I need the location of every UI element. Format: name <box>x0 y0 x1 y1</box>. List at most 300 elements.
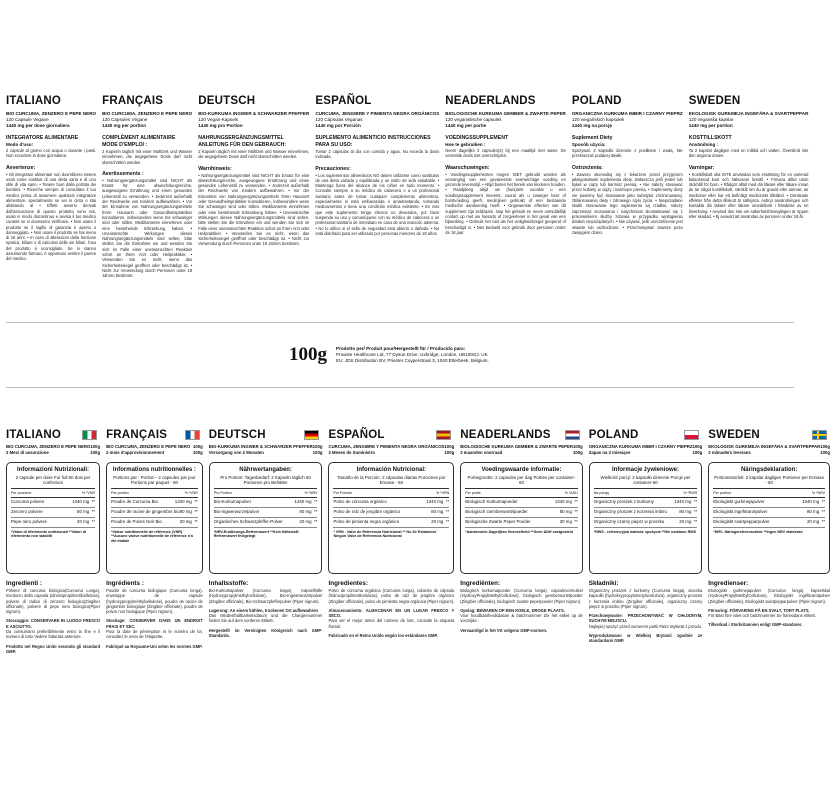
supplement-heading: Suplement Diety <box>571 135 613 141</box>
supply-line <box>106 450 203 456</box>
table-row <box>111 508 198 518</box>
ingredient-values <box>431 509 449 515</box>
product-weight: 100g <box>90 444 101 449</box>
ingredient-values <box>295 499 318 505</box>
table-row <box>333 508 449 518</box>
language-heading: NEADERLANDS <box>445 95 536 107</box>
col-nrv: % *RWS <box>683 490 698 495</box>
nrv-value: ** <box>693 519 698 525</box>
daily-dose: 1440 mg per dose giornaliera <box>6 123 70 128</box>
nutrition-table <box>708 462 830 574</box>
language-heading: ESPAÑOL <box>315 95 372 107</box>
col-nrv: % *NRV <box>304 490 318 495</box>
usage-text: 2 capsule al giorno con acqua o durante i pasti. Non eccedere la dose giornaliera. <box>6 148 97 159</box>
nutrition-table <box>209 462 323 574</box>
language-heading: FRANÇAIS <box>106 429 168 441</box>
serving-info: 2 capsule per dose For full 60 dosi per confezioni <box>11 475 95 489</box>
nrv-value: ** <box>314 519 318 525</box>
ingredients-text: Polvere di curcuma biologica(Curcuma Longa), Involucro della capsula (idrossipropilmetilcellulosa), polvere di radice di zenzero biologico(Zingiber officinale), polvere di pepe nero biologico(Piper nigrum). <box>6 588 101 615</box>
capsule-count: 120 veganistische capsules <box>445 117 502 122</box>
storage-text: Almacenamiento: ALMACENAR EN UN LUGAR FRESCO Y SECO. <box>328 607 455 619</box>
instruction-column <box>572 94 683 322</box>
table-row <box>214 498 318 508</box>
product-name: BIO CURCUMA, ZENZERO E PEPE NERO <box>6 111 97 116</box>
amount: 80 mg <box>299 509 312 515</box>
product-name: ORGANICZNA KURKUMA IMBIR I CZARNY PIEPRZ <box>588 444 693 449</box>
best-before-text: Da consumarsi preferibilmente entro la fine e il numero di lotto Vedere fatturata anteriore. <box>6 629 101 640</box>
nrv-value: ** <box>693 509 698 515</box>
col-nrv: % *VNR <box>81 490 96 495</box>
ingredient-name: Zenzero polvere <box>11 509 43 515</box>
serving-info: Portions par : Portion - 2 capsules par jour Portions par paquet - 60 <box>111 475 198 489</box>
best-before-text: Pour la date de péremption et le numéro de lot, consultez le recto de l'étiquette. <box>106 629 203 640</box>
amount: 20 mg <box>806 519 820 525</box>
nrv-value: ** <box>91 499 96 505</box>
nutrition-table <box>6 462 100 574</box>
daily-dose: 1440 mg pro Portion <box>198 123 243 128</box>
ingredient-name: Polvo de raíz de jengibre orgánico <box>333 509 401 515</box>
table-header <box>713 491 825 498</box>
amount: 1340 mg <box>174 499 192 505</box>
table-row <box>465 508 578 518</box>
product-name: EKOLOGISK GURKMEJA INGEFÄRA & SVARTPEPPAR <box>708 444 821 449</box>
best-before-text: För Bäst före istiet och batchnummer Se framsidans etikett. <box>708 613 816 619</box>
product-name: BIOLOGISCHE KURKUMA GEMBER & ZWARTE PEPER <box>460 444 573 449</box>
table-header <box>333 491 449 498</box>
supplement-heading: COMPLÉMENT ALIMENTAIRE MODE D'EMPLOI : <box>102 135 176 148</box>
nrv-value: ** <box>445 499 450 505</box>
col-per-serving: Per portie <box>465 490 481 495</box>
deutsch-flag-icon <box>304 430 319 440</box>
ingredient-values <box>72 499 95 505</box>
manufacturer-line: Prowise Healthcare Ltd, 77 Dyson Drive, Uxbridge, London, UB100GJ. UK <box>336 351 488 357</box>
italiano-flag-icon <box>82 430 97 440</box>
ingredients-text: Poudre de curcuma biologique (Curcuma longa), enveloppe de capsule (hydroxypropylméthylcellulose), poudre de racine de gingembre biologique (Zingiber officinale), poudre de poivre noir biologique (Piper nigrum). <box>106 588 203 615</box>
product-weight: 100g <box>572 444 583 449</box>
ingredients-title: Ingredientes: <box>328 580 369 587</box>
ingredient-values <box>299 519 317 525</box>
serving-info: Tamaño de la Porción: 2 cápsulas diarias Porciones por Envase - 60 <box>333 475 449 489</box>
language-heading: DEUTSCH <box>198 95 256 107</box>
ingredient-name: Biologisch Gemberwortelpoeder <box>465 509 528 515</box>
product-name: BIO CURCUMA, ZENZERO E PEPE NERO <box>6 444 91 449</box>
best-before-text: Para ver el mejor antes del número de lote, consulte la etiqueta frontal. <box>328 618 455 629</box>
usage-title: Sposób użycia: <box>571 142 606 147</box>
capsule-count: 120 Vegan-Kapseln <box>198 117 239 122</box>
col-nrv: % *NRV <box>811 490 826 495</box>
amount: 1340 mg <box>674 499 692 505</box>
instruction-column <box>6 94 96 322</box>
ingredient-values <box>180 519 198 525</box>
ingredient-name: Organiczny proszek z korzenia imbiru <box>593 509 667 515</box>
capsule-count: 120 Cápsulas Veganas <box>315 117 363 122</box>
col-per-serving: Per portion <box>713 490 731 495</box>
product-name: BIO-KURKUMA INGWER & SCHWARZER PFEFFER <box>198 111 310 116</box>
manufacturing-text: Fabriqué au Royaume-Uni selon les normes GMP. <box>106 643 203 649</box>
table-header <box>594 491 697 498</box>
product-weight: 100g <box>192 444 203 449</box>
product-weight: 100g <box>444 444 455 449</box>
manufacturer-line: EU: JDS Distribution BV, Priester Cuyperstraat 3, 1040 Etterbeek, Belgium. <box>336 358 489 364</box>
ingredient-values <box>431 519 449 525</box>
supplement-heading: SUPLEMENTO ALIMENTICIO INSTRUCCIONES PARA SU USO: <box>315 135 431 148</box>
ingredient-name: Polvo de cúrcuma orgánico <box>333 499 387 505</box>
product-name: BIO-KURKUMA INGWER & SCHWARZER PFEFFER <box>208 444 313 449</box>
amount: 1340 mg <box>802 499 820 505</box>
ingredients-text: Biologisch kurkumapoeder (Curcuma longa), capsulevormulsel (HydroxyPropylMethylCellulose), biologisch gemberwortelpoeder (Zingiber officinale), biologisch zwarte peperpoeder (Piper nigrum). <box>460 588 583 604</box>
daily-dose: 1440 mg per portion <box>102 123 147 128</box>
instructions-panel <box>6 94 809 322</box>
product-weight: 100g <box>692 444 703 449</box>
product-name: CURCUMA, JENGIBRE Y PIMIENTA NEGRA ORGÁNICOS <box>315 111 440 116</box>
table-row <box>333 518 449 528</box>
supply-weight: 100g <box>444 450 455 455</box>
supply-line <box>589 450 702 456</box>
serving-info: Pro Portion: Tagesbedarf: 2 Kapseln täglich 60 Portionen pro Behälter <box>214 475 318 489</box>
language-heading: POLAND <box>588 429 639 441</box>
supply-duration: Versorgung von 2 Monaten <box>208 450 264 455</box>
ingredient-name: Bio-Ingwerwurzelpulver <box>213 509 260 515</box>
ingredients-text: Ekologiskt gurkmejapulver (Curcuma longa), kapselskal (HydroxyPropylMethylCellulose), Ekologiskt ingefärarotpulver (Zingiber officinale), Ekologiskt svartpepparpulver (Piper nigrum). <box>708 588 830 604</box>
nutrition-column <box>589 426 702 796</box>
ingredient-name: Poudre de Poivre Noir Bio <box>111 519 162 525</box>
table-row <box>713 518 825 528</box>
table-header <box>111 491 198 498</box>
language-heading: FRANÇAIS <box>102 95 164 107</box>
usage-title: Användning : <box>688 142 719 147</box>
storage-text: Stockage: CONSERVER DANS UN ENDROIT FRAIS ET SEC. <box>106 618 203 629</box>
warnings-text: • Los suplementos alimenticios NO deben utilizarse como sustitutos de una dieta variada y equilibrada y un estilo de vida saludable. • Mantenga fuera del alcance de los niños en todo momento. • Consulte siempre a su médico de cabecera o a un profesional sanitario antes de tomar cualquier complemento alimenticio, especialmente si está embarazada o amamantando, tomando medicamentos o tiene una condición médica existente. • Es raro que este suplemento tenga efectos no deseados, por favor suspenda su uso y comuníquese con su médico de cabecera o un profesional sanitario de inmediato en caso de una reacción adversa. • No lo utilice si el sello de seguridad está abierto o dañado. • No está diseñado para ser utilizado por personas menores de 18 años. <box>315 172 440 236</box>
supply-weight: 100g <box>820 450 830 455</box>
usage-title: Modo d'uso: <box>6 142 34 147</box>
ingredient-values <box>679 509 697 515</box>
warnings-title: Precauciones: <box>315 165 351 172</box>
supplement-heading: INTEGRATORE ALIMENTARE <box>6 135 79 141</box>
ingredient-values <box>175 499 198 505</box>
ingredient-name: Biologisch Kurkumapoeder <box>465 499 518 505</box>
manufacturer-line: Prodotto per/ Produit pour/Hergestellt für / Producido para: <box>336 345 466 351</box>
table-footnote: *Aanbevolen Dagelijkse Hoeveelheid **Geen ADH vastgesteld <box>465 529 573 534</box>
table-row <box>594 508 697 518</box>
language-heading: POLAND <box>571 95 622 107</box>
language-header <box>460 426 583 444</box>
ingredient-values <box>180 509 198 515</box>
amount: 80 mg <box>806 509 820 515</box>
supply-duration: 2 månaders leverans <box>708 450 751 455</box>
nutrition-table <box>328 462 454 574</box>
manufacturing-text: Hergestellt im Vereinigten Königreich nach GMP-Standards. <box>208 627 323 639</box>
ingredient-name: Curcuma polvere <box>11 499 45 505</box>
best-before-text: Voor houdbaarheidsdatum & batchnummer Zie het etiket op de voorzijde. <box>460 613 583 624</box>
language-heading: SWEDEN <box>688 95 741 107</box>
table-row <box>214 508 318 518</box>
table-footnote: *NRV-Ernährungs-Referenzwert **Kein Nährstoff-Referenzwert festgelegt <box>213 529 300 539</box>
daily-dose: 1440 mg per portion <box>688 123 733 128</box>
manufacturer-band <box>6 322 794 388</box>
nrv-value: ** <box>574 509 578 515</box>
storage-text: Przechowywanie: PRZECHOWYWAĆ W CHŁODNYM, SUCHYM MIEJSCU. <box>588 613 703 624</box>
col-per-serving: Por Porción <box>333 490 353 495</box>
amount: 80 mg <box>559 509 572 515</box>
table-footnote: *RWS - referencyjna wartość spożycia **Nie ustalono RWS <box>593 529 697 534</box>
amount: 20 mg <box>431 519 444 525</box>
nrv-value: ** <box>314 499 318 505</box>
usage-text: Spożywać 2 kapsułki dziennie z posiłkiem i wodą. Nie przekraczać podanej dawki. <box>571 148 683 159</box>
instruction-column <box>315 94 439 322</box>
warnings-text: • Kosttillskott ska INTE användas som ersättning för en varierad balanserad kost och hälsosam livsstil. • Förvara alltid utom räckhåll för barn. • Rådgör alltid med din läkare eller läkare innan du tar något kosttillskott, särskilt om du är gravid eller ammar, tar mediciner eller har ett befintligt medicinskt tillstånd. • Oönskade effekter från detta tillskott är sällsynta. Avbryt användningen och kontakta din läkare eller läkare omedelbart i händelse av en biverkning. • Använd den inte om säkerhetsförseglingen är öppen eller skadad. • Ej avsedd att användas av personer under 18 år. <box>688 171 809 219</box>
usage-text: Ta 2 kapslar dagligen med en måltid och vatten. Överskrid inte den angivna dosen. <box>688 148 809 159</box>
nrv-value: ** <box>91 509 96 515</box>
best-before-text: Das Mindesthaltbarkeitsdatum und die Chargennummer finden Sie auf dem vorderen Etikett. <box>208 613 323 624</box>
language-heading: NEADERLANDS <box>460 429 551 441</box>
amount: 1340 mg <box>426 499 444 505</box>
ingredients-title: Składniki: <box>588 580 619 587</box>
ingredient-name: Ekologiskt ingefärarotpulver <box>713 509 768 515</box>
sweden-flag-icon <box>812 430 827 440</box>
ingredients-title: Ingrédients : <box>106 580 144 587</box>
amount: 80 mg <box>77 509 90 515</box>
language-heading: ITALIANO <box>6 429 62 441</box>
col-per-serving: Pro Portion <box>213 490 232 495</box>
amount: 80 mg <box>679 509 692 515</box>
warnings-text: • Nahrungsergänzungsmittel sind NICHT als Ersatz für eine abwechslungsreiche, ausgewogene Ernährung und einen gesunden Lebensstil zu verwenden. • Jederzeit außerhalb der Reichweite von Kindern aufbewahren. • Vor der Einnahme von Nahrungsergänzungsmitteln Ihren Hausarzt oder Gesundheitspraktiker konsultieren, insbesondere wenn Sie schwanger sind oder stillen. Medikamente einnehmen oder eine bestehende Erkrankung haben. • Unerwünschte Wirkungen dieses Nahrungsergänzungsmittels sind selten, bitte stellen Sie die Einnahme ein und wenden Sie sich im Falle einer unerwünschten Reaktion sofort an Ihren Arzt oder Heilpraktiker. • Verwenden Sie es nicht, wenn das Sicherheitssiegel geöffnet oder beschädigt ist. • Nicht zur Verwendung durch Personen unter 18 Jahren bestimmt. <box>102 177 193 279</box>
nrv-value: ** <box>574 499 578 505</box>
product-name: BIO CURCUMA, ZENZERO E PEPE NERO <box>106 444 191 449</box>
manufacturing-text: Prodotto nel Regno Unito secondo gli standard GMP. <box>6 643 101 654</box>
ingredient-values <box>807 519 825 525</box>
table-row <box>11 508 95 518</box>
amount: 20 mg <box>179 519 192 525</box>
supplement-heading: NAHRUNGSERGÄNZUNGSMITTEL ANLEITUNG FÜR DEN GEBRAUCH: <box>198 135 287 148</box>
product-name: BIO CURCUMA, ZENZERO E PEPE NERO <box>102 111 193 116</box>
ingredients-title: Ingredienti : <box>6 580 43 587</box>
language-header <box>708 426 830 444</box>
capsule-count: 120 wegańskich kapsułek <box>571 117 625 122</box>
nutrition-column <box>708 426 830 796</box>
capsule-count: 120 Capsule Vegane <box>6 117 49 122</box>
storage-text: Lagerung: An einem kühlen, trockenen Ort aufbewahren <box>208 607 319 613</box>
nrv-value: ** <box>821 509 826 515</box>
ingredient-values <box>807 509 825 515</box>
ingredient-values <box>802 499 825 505</box>
nutrition-column <box>106 426 203 796</box>
language-header <box>209 426 323 444</box>
nutrition-panel <box>6 426 830 796</box>
ingredient-name: Polvo de pimienta negra orgánica <box>333 519 399 525</box>
warnings-title: Varningar: <box>688 164 715 171</box>
manufacturing-text: Vervaardigd in het VK volgens GMP-normen. <box>460 627 548 633</box>
nrv-value: ** <box>91 519 96 525</box>
capsule-count: 120 Capsules Végane <box>102 117 148 122</box>
warnings-text: • Gli integratori alimentari non dovrebbero essere usati come sostituti di una dieta varia e di uno stile di vita sano. • Tenere fuori dalla portata dei bambini. • Ricerche sempre di consultare il tuo medico prima di assumere qualsiasi integratore alimentare, specialmente se sei in cinta o stai allattando al • Effetti avversi derivati dall'assunzione di questo prodotto sono rari, usalo in modo discontinuo e avvisa il tuo medico curante se si dovessero verificare. • Non usare il prodotto se il sigillo di garanzia è aperto o danneggiato. • Non usare il prodotto se hai meno di 18 anni. • In caso di alterazioni della funzione epatica, biliare o di calcolosi delle vie biliari, l'uso del prodotto è sconsigliato. Se si stanno assumendo farmaci, è opportuno sentire il parere del medico. <box>6 171 97 262</box>
nutrition-column <box>328 426 454 796</box>
table-row <box>465 498 578 508</box>
ingredient-name: Biologische Zwarte Peper Poeder <box>465 519 531 525</box>
supply-line <box>209 450 323 456</box>
storage-text: Stoccaggio: CONSERVARE IN LUOGO FRESCO E ASCIUTTO. <box>6 618 101 629</box>
ingredient-values <box>560 519 578 525</box>
nrv-value: ** <box>821 499 826 505</box>
amount: 80 mg <box>431 509 444 515</box>
usage-text: 2 Kapseln täglich mit einer Mahlzeit und Wasser einnehmen, die angegebene Dosis darf nicht überschritten werden. <box>102 149 193 165</box>
usage-text: Neem dagelijks 2 capsules(2) bij een maaltijd met water. De vermelde dosis niet overschrijden. <box>445 148 566 159</box>
table-footnote: *Valori di riferimento nutrizionali **Valori di riferimento non stabiliti <box>11 529 86 539</box>
supplement-heading: VOEDINGSSUPPLEMENT <box>445 135 509 141</box>
nrv-value: ** <box>445 519 450 525</box>
product-weight: 100g <box>820 444 830 449</box>
ingredient-name: Organisches Schwarzpfeffer-Pulver <box>213 519 283 525</box>
nutrition-title: Näringsdeklaration: <box>740 467 798 473</box>
warnings-text: • Voedingssupplementen mogen NIET gebruikt worden als vervanging van een gevarieerde evenwichtige voeding en gezonde levensstijl. • Altijd buiten het bereik van kinderen houden. • Raadpleeg altijd uw (huis)arts voordat u een voedingssupplement inneemt, vooral als u zwanger bent of borstvoeding geeft, medicijnen gebruikt of een bestaande medische aandoening heeft. • Ongewenste effecten van dit supplement zijn zeldzaam, stop het gebruik en neem onmiddellijk contact op met uw huisarts of zorgverlener in het geval van een bijwerking. • Gebruik het niet als het veiligheidszegel geopend of beschadigd is. • Niet bedoeld voor gebruik door personen onder de 18 jaar. <box>445 171 566 235</box>
ingredient-values <box>679 519 697 525</box>
best-before-text: Najlepiej spożyć przed numerem partii Patrz etykieta z przodu. <box>588 623 703 629</box>
table-header <box>214 491 318 498</box>
nutrition-column <box>460 426 583 796</box>
table-row <box>465 518 578 528</box>
supply-duration: 2 mois d'approvisionnement <box>106 450 165 455</box>
product-name: EKOLOGISK GURKMEJA INGEFÄRA & SVARTPEPPAR <box>688 111 809 116</box>
ingredients-text: Bio-Kurkumapulver (Curcuma longa), Kapselhülle (Hydroxypropylmethylcellulose), Bio-Ingwerwurzelpulver (Zingiber officinale), Bio-Schwarzpfefferpulver (Piper nigrum). <box>208 588 323 604</box>
nutrition-title: Información Nutricional: <box>356 467 427 473</box>
col-per-serving: Par portion <box>111 490 129 495</box>
daily-dose: 1440 mg per portie <box>445 123 487 128</box>
español-flag-icon <box>436 430 451 440</box>
warnings-title: Ostrzeżenia: <box>571 164 603 171</box>
supply-line <box>460 450 583 456</box>
table-footnote: *NRV- Näringsreferensvärde **Ingen NRV etablerad <box>713 529 803 534</box>
net-weight: 100g <box>289 344 327 365</box>
nrv-value: ** <box>194 509 198 515</box>
table-row <box>594 518 697 528</box>
table-row <box>214 518 318 528</box>
supply-duration: 2 maanden voorraad <box>460 450 503 455</box>
amount: 1340 mg <box>294 499 312 505</box>
table-row <box>11 498 95 508</box>
ingredient-name: Bio-Kurkumapulver <box>213 499 252 505</box>
product-weight: 100g <box>312 444 323 449</box>
supply-line <box>6 450 100 456</box>
language-heading: DEUTSCH <box>208 429 266 441</box>
ingredient-values <box>299 509 317 515</box>
nutrition-title: Nährwertangaben: <box>239 467 292 473</box>
amount: 20 mg <box>679 519 692 525</box>
amount: 80 mg <box>179 509 192 515</box>
manufacturing-text: Fabricado en el Reino Unido según los estándares GMP. <box>328 633 438 639</box>
instruction-column <box>445 94 566 322</box>
ingredients-title: Ingredienser: <box>708 580 749 587</box>
neaderlands-flag-icon <box>565 430 580 440</box>
ingredient-values <box>426 499 449 505</box>
français-flag-icon <box>185 430 200 440</box>
ingredient-name: Poudre de Curcuma Bio <box>111 499 158 505</box>
ingredient-name: Organiczny czarny pieprz w proszku <box>593 519 665 525</box>
language-header <box>328 426 454 444</box>
nutrition-table <box>589 462 702 574</box>
nrv-value: ** <box>821 519 826 525</box>
table-row <box>713 498 825 508</box>
col-nrv: % *ADH <box>564 490 578 495</box>
storage-text: Opslag: BEWAREN OP EEN KOELE, DROGE PLAATS. <box>460 607 565 613</box>
ingredient-values <box>77 509 95 515</box>
serving-info: Wielkość porcji: 2 kapsułki dziennie Porcje per container-60 <box>594 475 697 489</box>
instruction-column <box>102 94 192 322</box>
col-nrv: % *VRN <box>436 490 450 495</box>
serving-info: Portionsstorlek: 2 kapslar dagligen Portioner per Ennase - 60 <box>713 475 825 489</box>
table-footnote: * VRN - Valor de Referencia Nutricional ** No Se Estableció Ningún Valor de Referencia Nutricional <box>333 529 437 539</box>
ingredients-title: Ingrediënten: <box>460 580 501 587</box>
nutrition-title: Informazioni Nutrizionali: <box>17 467 90 473</box>
warnings-title: Avvertenze: <box>6 164 36 171</box>
usage-text: 2 Kapseln täglich mit einer Mahlzeit und Wasser einnehmen, die angegebene Dosis darf nicht überschritten werden. <box>198 149 310 160</box>
nutrition-column <box>6 426 100 796</box>
supply-duration: 2 Meses de Suministro <box>328 450 376 455</box>
table-row <box>111 518 198 528</box>
instruction-column <box>198 94 309 322</box>
usage-title: Hoe te gebruiken : <box>445 142 486 147</box>
col-nrv: % *VNR <box>184 490 198 495</box>
daily-dose: 1440 mg na porcję <box>571 123 612 128</box>
nutrition-title: Informacje żywieniowe: <box>612 467 680 473</box>
ingredient-name: Poudre de racine de gingembre bio <box>111 509 180 515</box>
ingredient-name: Organiczny proszek z kurkumy <box>593 499 654 505</box>
manufacturing-text: Wyprodukowano w Wielkiej Brytanii zgodnie ze standardami GMP. <box>588 633 703 644</box>
amount: 1340 mg <box>72 499 90 505</box>
supplement-heading: KOSTTILLSKOTT <box>688 135 732 141</box>
table-footnote: *Valeur nutritionnelle de référence (VNR) **Aucune valeur nutritionnelle de référence n'a été établie <box>111 529 193 543</box>
table-row <box>713 508 825 518</box>
ingredient-values <box>555 499 578 505</box>
table-row <box>111 498 198 508</box>
nutrition-table <box>106 462 203 574</box>
table-row <box>11 518 95 528</box>
poland-flag-icon <box>684 430 699 440</box>
language-header <box>6 426 100 444</box>
nutrition-title: Voedingswaarde informatie: <box>481 467 562 473</box>
supply-duration: 2 Mesi di assunzione <box>6 450 49 455</box>
nutrition-title: Informations nutritionnelles : <box>112 467 196 473</box>
nrv-value: ** <box>445 509 450 515</box>
supply-weight: 100g <box>572 450 583 455</box>
warnings-title: Warnhinweis: <box>198 165 232 172</box>
daily-dose: 1440 mg por Porción <box>315 123 361 128</box>
nutrition-column <box>209 426 323 796</box>
supply-weight: 100g <box>192 450 203 455</box>
warnings-title: Waarschuwingen: <box>445 164 490 171</box>
nrv-value: ** <box>194 519 198 525</box>
manufacturing-text: Tillverkad i Storbritannien enligt GMP-standarer. <box>708 622 803 628</box>
language-heading: ESPAÑOL <box>328 429 385 441</box>
product-name: ORGANICZNA KURKUMA IMBIR I CZARNY PIEPRZ <box>571 111 683 116</box>
nrv-value: ** <box>194 499 198 505</box>
supply-weight: 100g <box>692 450 703 455</box>
ingredient-values <box>560 509 578 515</box>
ingredient-values <box>77 519 95 525</box>
language-header <box>589 426 702 444</box>
warnings-title: Avertissements : <box>102 170 144 177</box>
serving-info: Portiegrootte: 2 capsules per dag Porties per container- 60 <box>465 475 578 489</box>
col-per-serving: Na porcję <box>593 490 610 495</box>
ingredients-title: Inhaltsstoffe: <box>208 580 249 587</box>
product-name: CURCUMA, JENGIBRE Y PIMIENTA NEGRA ORGÁNICOS <box>328 444 445 449</box>
ingredients-text: Polvo de cúrcuma orgánica (Curcuma longa), cubierta de cápsula (hidroxipropilmetilcelulosa), polvo de raíz de jengibre orgánico (Zingiber officinale), polvo de pimienta negra orgánica (Piper nigrum). <box>328 588 455 604</box>
ingredients-text: Organiczny proszek z kurkumy (Curcuma longa), otoczka kapsułki (hydroksypropylometyloceluloza), organiczny proszek z korzenia imbiru (Zingiber officinale), organiczny czarny pieprz w proszku (Piper nigrum). <box>588 588 703 609</box>
col-per-serving: Per porzione <box>11 490 32 495</box>
supply-line <box>708 450 830 456</box>
capsule-count: 120 veganska kapslar <box>688 117 734 122</box>
language-header <box>106 426 203 444</box>
supply-line <box>328 450 454 456</box>
product-name: BIOLOGISCHE KURKUMA GEMBER & ZWARTE PEPER <box>445 111 566 116</box>
